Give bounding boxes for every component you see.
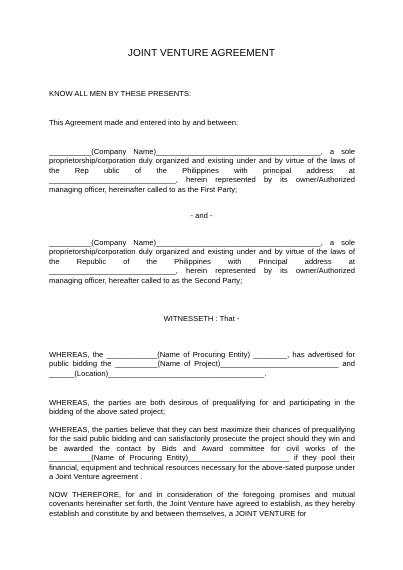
whereas3-paragraph	[49, 425, 355, 481]
party1-text: , a sole proprietorship/corporation duly organized and existing under and by virtue of the laws of the Rep ublic of the Philippines with principal address at	[49, 147, 355, 175]
blank: __________	[49, 453, 92, 463]
party2-text2: , herein represented by its owner/Authorized managing officer, hereafter called to as the Second Party;	[49, 266, 355, 285]
blank: ____________________________	[220, 359, 339, 369]
blank: _____________________________________	[108, 368, 265, 378]
and-separator: - and -	[190, 211, 213, 220]
blank: __________	[115, 359, 158, 369]
whereas1-paragraph	[49, 350, 355, 378]
blank: ______	[49, 368, 75, 378]
period: .	[264, 368, 267, 378]
party1-address-blank: ______________________________	[49, 175, 176, 185]
procuring-entity-placeholder: (Name of Procuring Entity)	[157, 350, 251, 359]
blank: _______________________________________	[156, 147, 321, 156]
party2-paragraph	[49, 238, 355, 285]
blank: __________	[49, 147, 92, 156]
party1-paragraph	[49, 147, 355, 194]
document-title: JOINT VENTURE AGREEMENT	[127, 48, 276, 59]
party2-company-name: (Company Name)	[91, 238, 157, 247]
whereas1-text: , has advertised for public bidding the	[49, 350, 355, 369]
presents-line: KNOW ALL MEN BY THESE PRESENTS:	[49, 89, 192, 98]
procuring-entity-placeholder: (Name of Procuring Entity)	[91, 453, 189, 463]
whereas1-and: and	[342, 359, 355, 369]
blank: ________	[253, 350, 288, 359]
witnesseth-heading: WITNESSETH : That -	[163, 314, 240, 323]
project-name-placeholder: (Name of Project)	[157, 359, 221, 369]
blank: __________	[49, 238, 92, 247]
party1-text2: , herein represented by its owner/Authorized managing officer, hereinafter called to as the First Party;	[49, 175, 355, 194]
now-therefore-paragraph: NOW THEREFORE, for and in consideration of the foregoing promises and mutual covenants hereinafter set forth, the Joint Venture have agreed to establish, as they hereby establish and constitute by and between themselves, a JOINT VENTURE for	[49, 490, 355, 518]
whereas2-paragraph: WHEREAS, the parties are both desirous of prequalifying for and participating in the bidding of the above sated project;	[49, 398, 355, 417]
intro-line: This Agreement made and entered into by and between:	[49, 118, 239, 127]
party2-address-blank: ______________________________	[49, 266, 176, 276]
whereas3-text: WHEREAS, the parties believe that they can best maximize their chances of prequalifying for the said public bidding and can satisfactorily prosecute the project should they win and be awarded the contact by Bids and Award committee for civil works of the	[49, 425, 355, 453]
party1-company-name: (Company Name)	[91, 147, 157, 156]
blank: ____________	[106, 350, 158, 359]
location-placeholder: (Location)	[74, 368, 109, 378]
whereas3-text2: if they pool their financial, equipment and technical resources necessary for the above-sated purpose under a Joint Venture agreement .	[49, 453, 355, 482]
whereas1-lead: WHEREAS, the	[49, 350, 104, 359]
party2-text: , a sole proprietorship/corporation duly organized and existing under and by virtue of the laws of the Republic of the Philippines with Principal address at	[49, 238, 355, 266]
blank: _______________________________________	[156, 238, 321, 247]
blank: ________________________	[188, 453, 290, 463]
